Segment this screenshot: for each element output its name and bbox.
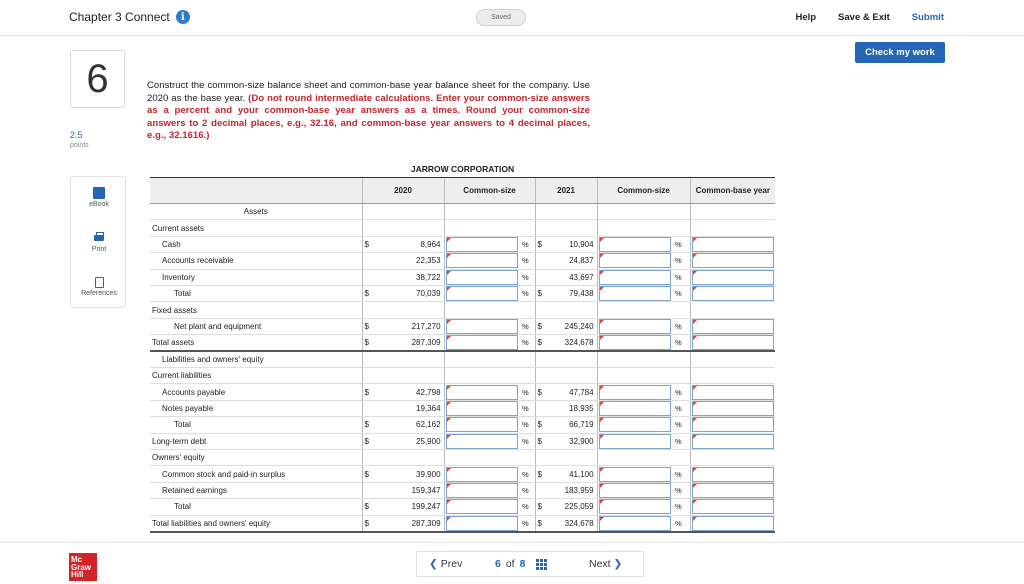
header-links [795,12,944,23]
dollar-sign-2020: $ [362,466,374,482]
ebook-tool[interactable] [71,187,127,208]
percent-sign: % [672,253,690,269]
common-size-2020-input[interactable] [446,483,519,498]
table-row [150,499,775,515]
table-row [150,466,775,482]
table-row [150,253,775,269]
page-current: 6 [495,558,501,570]
chapter-title [69,10,190,24]
percent-sign: % [519,253,535,269]
percent-sign: % [672,499,690,515]
value-2021: 24,837 [547,253,597,269]
table-row [150,400,775,416]
common-base-year-input[interactable] [692,253,775,268]
percent-sign: % [672,384,690,400]
assets-header-row [150,204,775,220]
common-size-2021-input[interactable] [599,499,672,514]
table-row [150,384,775,400]
row-label: Current liabilities [150,368,362,384]
row-label: Total assets [150,335,362,352]
page-indicator[interactable] [495,558,547,570]
value-2020: 217,270 [374,318,444,334]
value-2021: 47,784 [547,384,597,400]
balance-sheet-table [150,161,775,533]
percent-sign: % [672,285,690,301]
percent-sign: % [672,335,690,352]
percent-sign: % [519,466,535,482]
common-size-2020-input[interactable] [446,417,519,432]
print-tool[interactable] [71,232,127,253]
save-exit-link[interactable]: Save & Exit [838,12,890,23]
value-2020: 42,798 [374,384,444,400]
print-label: Print [91,246,107,253]
dollar-sign-2020: $ [362,236,374,252]
prev-button[interactable] [429,558,462,570]
value-2021: 10,904 [547,236,597,252]
value-2021: 79,438 [547,285,597,301]
dollar-sign-2021 [535,253,547,269]
percent-sign: % [519,236,535,252]
value-2021: 183,959 [547,482,597,498]
value-2021: 32,900 [547,433,597,449]
common-base-year-input[interactable] [692,385,775,400]
chevron-right-icon: ❯ [613,558,623,570]
row-label: Notes payable [150,400,362,416]
value-2020: 25,900 [374,433,444,449]
percent-sign: % [519,433,535,449]
value-2021: 324,678 [547,335,597,352]
common-size-2020-input[interactable] [446,385,519,400]
row-label: Long-term debt [150,433,362,449]
common-size-2021-input[interactable] [599,270,672,285]
page-total: 8 [519,558,526,570]
value-2021: 225,059 [547,499,597,515]
value-2020: 22,353 [374,253,444,269]
common-base-year-input[interactable] [692,483,775,498]
instructions-plain: Construct the common-size balance sheet and common-base year balance sheet for the company. Use 2020 as the base year. [147,80,590,104]
printer-icon [93,232,105,244]
percent-sign: % [672,318,690,334]
percent-sign: % [672,515,690,532]
tools-panel [70,176,126,308]
percent-sign: % [519,499,535,515]
percent-sign: % [519,515,535,532]
pagination [416,551,644,577]
percent-sign: % [672,482,690,498]
value-2021: 245,240 [547,318,597,334]
value-2020: 19,364 [374,400,444,416]
value-2020: 70,039 [374,285,444,301]
info-icon[interactable]: i [176,10,190,24]
common-size-2021-input[interactable] [599,483,672,498]
percent-sign: % [672,417,690,433]
table-row [150,318,775,334]
common-size-2021-input[interactable] [599,286,672,301]
points-label: points [70,142,89,149]
common-size-2020-input[interactable] [446,319,519,334]
value-2020: 287,309 [374,515,444,532]
section-row [150,368,775,384]
common-size-2020-input[interactable] [446,516,519,531]
next-button[interactable] [589,558,622,570]
page-of: of [505,558,515,570]
value-2020: 159,347 [374,482,444,498]
percent-sign: % [672,433,690,449]
common-base-year-input[interactable] [692,270,775,285]
dollar-sign-2020: $ [362,384,374,400]
dollar-sign-2021: $ [535,417,547,433]
percent-sign: % [519,384,535,400]
dollar-sign-2020 [362,482,374,498]
dollar-sign-2021 [535,400,547,416]
row-label: Total liabilities and owners' equity [150,515,362,532]
common-base-year-input[interactable] [692,417,775,432]
common-size-2020-input[interactable] [446,237,519,252]
common-size-2021-input[interactable] [599,467,672,482]
top-bar [0,0,1024,36]
table-row [150,335,775,352]
instructions-bold: (Do not round intermediate calculations. Enter your common-size answers as a percent and your common-base year answers as a times. Round your common-size answers to 2 decimal places, e.g., 32.16, and common-base year answers to 4 decimal places, e.g., 32.1616.) [147,92,590,141]
assets-header: Assets [150,204,362,220]
percent-sign: % [519,318,535,334]
section-row [150,302,775,318]
dollar-sign-2021: $ [535,466,547,482]
references-tool[interactable] [71,277,127,297]
chevron-left-icon: ❮ [429,558,438,570]
check-my-work-button[interactable]: Check my work [855,42,945,63]
common-size-2021-input[interactable] [599,434,672,449]
dollar-sign-2020: $ [362,515,374,532]
row-label: Total [150,417,362,433]
percent-sign: % [519,482,535,498]
next-label: Next [589,558,611,570]
common-size-2021-input[interactable] [599,319,672,334]
dollar-sign-2020 [362,269,374,285]
common-size-2020-input[interactable] [446,499,519,514]
percent-sign: % [672,236,690,252]
col-header-common-size-2020: Common-size [444,178,535,204]
section-row [150,449,775,465]
value-2020: 39,900 [374,466,444,482]
common-size-2020-input[interactable] [446,335,519,350]
dollar-sign-2020: $ [362,433,374,449]
row-label: Accounts receivable [150,253,362,269]
percent-sign: % [519,417,535,433]
document-icon [95,277,104,288]
percent-sign: % [519,285,535,301]
common-base-year-input[interactable] [692,237,775,252]
common-size-2020-input[interactable] [446,286,519,301]
table-caption: JARROW CORPORATION [410,164,515,174]
row-label: Net plant and equipment [150,318,362,334]
dollar-sign-2021: $ [535,384,547,400]
percent-sign: % [519,400,535,416]
value-2020: 287,309 [374,335,444,352]
value-2021: 43,697 [547,269,597,285]
ebook-label: eBook [89,201,109,208]
common-size-2021-input[interactable] [599,335,672,350]
dollar-sign-2020: $ [362,499,374,515]
common-base-year-input[interactable] [692,335,775,350]
table-row [150,285,775,301]
common-size-2021-input[interactable] [599,385,672,400]
value-2021: 18,935 [547,400,597,416]
dollar-sign-2020: $ [362,285,374,301]
prev-label: Prev [440,558,463,570]
common-size-2021-input[interactable] [599,401,672,416]
row-label: Common stock and paid-in surplus [150,466,362,482]
percent-sign: % [672,269,690,285]
dollar-sign-2021: $ [535,433,547,449]
dollar-sign-2021 [535,269,547,285]
col-header-common-base-year: Common-base year [690,178,775,204]
row-label: Owners' equity [150,449,362,465]
value-2020: 38,722 [374,269,444,285]
dollar-sign-2021: $ [535,515,547,532]
common-base-year-input[interactable] [692,286,775,301]
dollar-sign-2020 [362,253,374,269]
dollar-sign-2021: $ [535,236,547,252]
grid-icon[interactable] [536,559,547,570]
question-number: 6 [70,50,125,108]
row-label: Total [150,285,362,301]
dollar-sign-2020: $ [362,335,374,352]
percent-sign: % [519,269,535,285]
table-row [150,417,775,433]
section-row [150,220,775,236]
common-base-year-input[interactable] [692,319,775,334]
dollar-sign-2021: $ [535,318,547,334]
references-label: References [81,290,117,297]
table-header-row [150,178,775,204]
dollar-sign-2020: $ [362,318,374,334]
percent-sign: % [672,400,690,416]
common-base-year-input[interactable] [692,434,775,449]
common-base-year-input[interactable] [692,516,775,531]
footer-bar [0,542,1024,584]
common-base-year-input[interactable] [692,499,775,514]
col-header-2020: 2020 [362,178,444,204]
row-label: Inventory [150,269,362,285]
row-label: Cash [150,236,362,252]
common-size-2020-input[interactable] [446,253,519,268]
row-label: Retained earnings [150,482,362,498]
table-row [150,433,775,449]
dollar-sign-2020 [362,400,374,416]
saved-status-badge: Saved [476,9,526,26]
common-size-2021-input[interactable] [599,237,672,252]
common-size-2021-input[interactable] [599,253,672,268]
table-row [150,515,775,532]
dollar-sign-2020: $ [362,417,374,433]
common-size-2020-input[interactable] [446,401,519,416]
row-label: Liabilities and owners' equity [150,351,362,367]
value-2020: 199,247 [374,499,444,515]
value-2021: 324,678 [547,515,597,532]
table-row [150,482,775,498]
question-instructions [147,80,590,143]
common-size-2021-input[interactable] [599,516,672,531]
dollar-sign-2021: $ [535,499,547,515]
dollar-sign-2021 [535,482,547,498]
submit-link[interactable]: Submit [911,12,944,23]
common-base-year-input[interactable] [692,467,775,482]
value-2021: 41,100 [547,466,597,482]
table-row [150,269,775,285]
common-size-2020-input[interactable] [446,467,519,482]
dollar-sign-2021: $ [535,335,547,352]
row-label: Accounts payable [150,384,362,400]
col-header-2021: 2021 [535,178,597,204]
common-base-year-input[interactable] [692,401,775,416]
help-link[interactable]: Help [795,12,817,23]
points-value: 2.5 [70,130,83,140]
value-2021: 66,719 [547,417,597,433]
common-size-2020-input[interactable] [446,434,519,449]
common-size-2020-input[interactable] [446,270,519,285]
common-size-2021-input[interactable] [599,417,672,432]
section-row [150,351,775,367]
dollar-sign-2021: $ [535,285,547,301]
percent-sign: % [519,335,535,352]
chapter-title-text: Chapter 3 Connect [69,10,170,24]
mcgraw-hill-logo: Mc Graw Hill [69,553,97,581]
table-row [150,236,775,252]
value-2020: 8,964 [374,236,444,252]
percent-sign: % [672,466,690,482]
row-label: Current assets [150,220,362,236]
row-label: Total [150,499,362,515]
col-header-common-size-2021: Common-size [597,178,690,204]
book-icon [93,187,105,199]
row-label: Fixed assets [150,302,362,318]
value-2020: 62,162 [374,417,444,433]
